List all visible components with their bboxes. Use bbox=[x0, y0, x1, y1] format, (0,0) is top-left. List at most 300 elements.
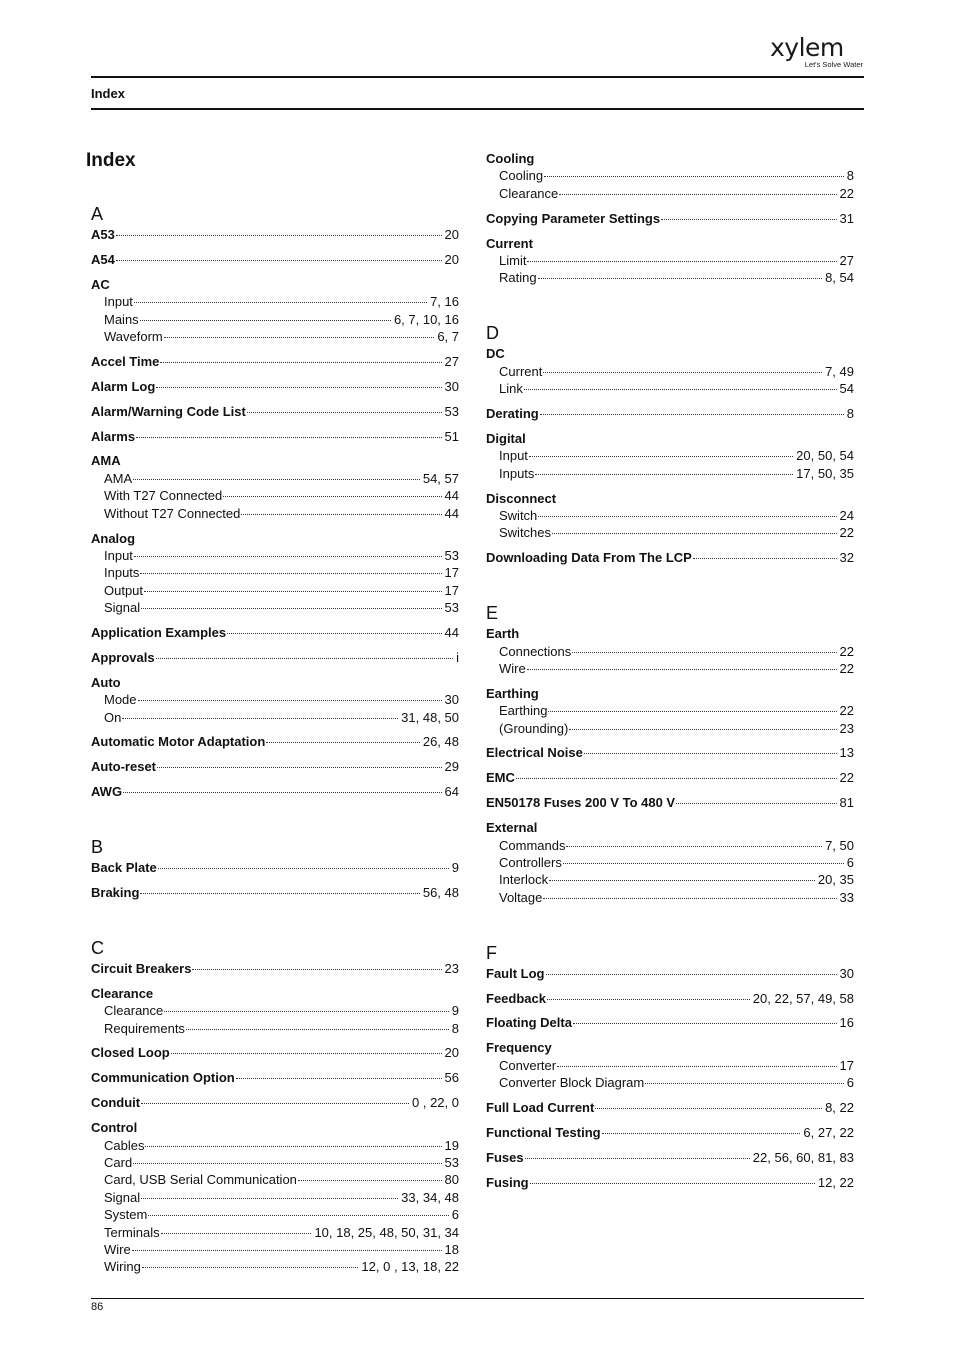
index-entry-line[interactable] bbox=[91, 1069, 459, 1086]
dot-leader bbox=[116, 260, 442, 261]
page-references: 20, 22, 57, 49, 58 bbox=[752, 990, 854, 1006]
dot-leader bbox=[247, 412, 442, 413]
index-term: Without T27 Connected bbox=[104, 505, 241, 521]
index-entry-line[interactable] bbox=[91, 649, 459, 666]
dot-leader bbox=[645, 1083, 844, 1084]
dot-leader bbox=[547, 999, 750, 1000]
index-entry bbox=[486, 430, 854, 482]
index-subentry[interactable] bbox=[91, 582, 459, 599]
dot-leader bbox=[148, 1215, 448, 1216]
index-subentry[interactable] bbox=[486, 380, 854, 397]
page-references: 53 bbox=[444, 403, 459, 419]
dot-leader bbox=[161, 1233, 312, 1234]
index-entry bbox=[486, 625, 854, 677]
dot-leader bbox=[544, 176, 844, 177]
index-entry bbox=[486, 1149, 854, 1166]
index-subentry[interactable] bbox=[91, 311, 459, 328]
index-entry bbox=[91, 530, 459, 617]
index-term: Approvals bbox=[91, 649, 155, 665]
index-entry bbox=[486, 769, 854, 786]
index-subentry[interactable] bbox=[486, 837, 854, 854]
index-entry bbox=[91, 276, 459, 346]
index-term: Signal bbox=[104, 600, 141, 616]
page-references: 54, 57 bbox=[422, 470, 459, 486]
dot-leader bbox=[298, 1180, 442, 1181]
index-term: A53 bbox=[91, 227, 115, 242]
index-term: Accel Time bbox=[91, 353, 160, 369]
index-entry bbox=[91, 226, 459, 243]
index-entry-line[interactable] bbox=[486, 769, 854, 786]
index-entry-line[interactable] bbox=[91, 353, 459, 370]
index-term: Fault Log bbox=[486, 965, 545, 981]
dot-leader bbox=[164, 1011, 449, 1012]
index-subentry[interactable] bbox=[91, 328, 459, 345]
index-term: Card, USB Serial Communication bbox=[104, 1172, 297, 1188]
index-entry bbox=[91, 884, 459, 901]
index-term: Electrical Noise bbox=[486, 745, 583, 761]
dot-leader bbox=[141, 1103, 409, 1104]
index-term: Signal bbox=[104, 1189, 141, 1205]
section-spacer bbox=[91, 909, 459, 937]
page-references: 26, 48 bbox=[422, 734, 459, 750]
index-term: Wire bbox=[499, 660, 526, 676]
dot-leader bbox=[132, 1250, 442, 1251]
dot-leader bbox=[141, 608, 441, 609]
dot-leader bbox=[136, 437, 441, 438]
dot-leader bbox=[516, 778, 837, 779]
header-top-rule bbox=[91, 76, 864, 78]
dot-leader bbox=[566, 846, 822, 847]
index-subentry[interactable] bbox=[486, 854, 854, 871]
index-subentry[interactable] bbox=[91, 1002, 459, 1019]
dot-leader bbox=[693, 558, 837, 559]
index-term: Inputs bbox=[104, 565, 140, 581]
page-references: 33 bbox=[839, 889, 854, 905]
dot-leader bbox=[557, 1066, 836, 1067]
dot-leader bbox=[140, 573, 441, 574]
section-spacer bbox=[486, 294, 854, 322]
index-subentry[interactable] bbox=[486, 720, 854, 737]
page-references: 17 bbox=[839, 1057, 854, 1073]
index-entry-line[interactable] bbox=[91, 1094, 459, 1111]
dot-leader bbox=[595, 1108, 822, 1109]
page-references: 81 bbox=[839, 795, 854, 811]
dot-leader bbox=[661, 219, 836, 220]
index-term: Alarm/Warning Code List bbox=[91, 403, 246, 419]
index-term: Conduit bbox=[91, 1095, 141, 1111]
index-entry bbox=[91, 1119, 459, 1276]
index-term: Mains bbox=[104, 311, 139, 327]
index-entry bbox=[91, 251, 459, 268]
section-letter-a: A bbox=[91, 204, 104, 224]
index-subentry[interactable] bbox=[91, 1020, 459, 1037]
dot-leader bbox=[538, 516, 836, 517]
index-term: With T27 Connected bbox=[104, 488, 223, 504]
index-subentry[interactable] bbox=[91, 1154, 459, 1171]
index-term: Link bbox=[499, 381, 523, 397]
index-entry bbox=[486, 685, 854, 737]
index-subentry[interactable] bbox=[91, 1224, 459, 1241]
index-term: Input bbox=[499, 448, 528, 464]
index-term: Back Plate bbox=[91, 860, 157, 876]
dot-leader bbox=[548, 711, 836, 712]
index-subentry[interactable] bbox=[486, 702, 854, 719]
index-entry bbox=[91, 403, 459, 420]
index-entry bbox=[91, 649, 459, 666]
index-subentry[interactable] bbox=[486, 889, 854, 906]
index-term: Feedback bbox=[486, 990, 546, 1006]
index-heading: Control bbox=[91, 1120, 138, 1136]
page-references: 27 bbox=[839, 252, 854, 268]
index-term: Mode bbox=[104, 692, 137, 708]
index-entry-line[interactable] bbox=[486, 1014, 854, 1031]
section-spacer bbox=[486, 574, 854, 602]
dot-leader bbox=[140, 893, 419, 894]
section-letter-e: E bbox=[486, 603, 499, 624]
index-subentry[interactable] bbox=[486, 1074, 854, 1091]
index-heading: AMA bbox=[91, 453, 121, 469]
index-subentry[interactable] bbox=[91, 293, 459, 310]
dot-leader bbox=[549, 880, 815, 881]
index-heading: Frequency bbox=[486, 1040, 552, 1056]
index-subentry[interactable] bbox=[486, 507, 854, 524]
page-references: 20 bbox=[444, 227, 459, 242]
dot-leader bbox=[535, 474, 793, 475]
index-entry bbox=[91, 1069, 459, 1086]
index-entry-line[interactable] bbox=[91, 403, 459, 420]
dot-leader bbox=[572, 652, 836, 653]
page-references: 6 bbox=[846, 854, 854, 870]
index-subentry[interactable] bbox=[91, 547, 459, 564]
section-letter-d: D bbox=[486, 323, 499, 344]
index-term: Input bbox=[104, 294, 133, 310]
right-index-column bbox=[486, 150, 854, 1199]
page-references: 19 bbox=[444, 1137, 459, 1153]
dot-leader bbox=[563, 863, 844, 864]
index-heading: Disconnect bbox=[486, 490, 557, 506]
index-term: Commands bbox=[499, 837, 566, 853]
dot-leader bbox=[133, 479, 420, 480]
dot-leader bbox=[141, 1198, 398, 1199]
index-subentry[interactable] bbox=[486, 1057, 854, 1074]
index-entry-line[interactable] bbox=[91, 251, 459, 268]
index-term: Rating bbox=[499, 270, 537, 286]
index-term: Full Load Current bbox=[486, 1099, 595, 1115]
index-subentry[interactable] bbox=[91, 599, 459, 616]
index-term: Current bbox=[499, 363, 543, 379]
index-heading: DC bbox=[486, 346, 505, 362]
index-entry bbox=[486, 490, 854, 542]
page-references: 53 bbox=[444, 600, 459, 616]
index-subentry[interactable] bbox=[91, 1171, 459, 1188]
page-references: 32 bbox=[839, 550, 854, 566]
index-term: Braking bbox=[91, 885, 140, 900]
index-term: AWG bbox=[91, 784, 123, 800]
dot-leader bbox=[134, 302, 427, 303]
index-entry-line[interactable] bbox=[91, 428, 459, 445]
page-references: 30 bbox=[444, 378, 459, 394]
index-entry bbox=[91, 859, 459, 876]
section-spacer bbox=[486, 914, 854, 942]
page-references: 24 bbox=[839, 507, 854, 523]
dot-leader bbox=[584, 753, 837, 754]
page-references: 23 bbox=[444, 960, 459, 976]
index-heading: Cooling bbox=[486, 151, 535, 166]
index-entry-line[interactable] bbox=[486, 210, 854, 227]
dot-leader bbox=[266, 742, 420, 743]
index-term: System bbox=[104, 1207, 148, 1223]
index-entry-line[interactable] bbox=[91, 783, 459, 800]
index-heading: Earthing bbox=[486, 685, 539, 701]
logo-tagline: Let's Solve Water bbox=[804, 60, 863, 69]
index-subentry[interactable] bbox=[486, 643, 854, 660]
page-references: 6, 27, 22 bbox=[803, 1124, 854, 1140]
index-entry bbox=[91, 452, 459, 522]
page-references: 17, 50, 35 bbox=[796, 465, 854, 481]
index-subentry[interactable] bbox=[91, 691, 459, 708]
page-references: 20, 35 bbox=[817, 872, 854, 888]
index-entry bbox=[91, 960, 459, 977]
dot-leader bbox=[116, 235, 442, 236]
dot-leader bbox=[559, 194, 836, 195]
dot-leader bbox=[144, 591, 442, 592]
index-entry-line[interactable] bbox=[486, 1174, 854, 1191]
index-subentry[interactable] bbox=[486, 269, 854, 286]
page-references: 8 bbox=[846, 168, 854, 184]
index-entry-line[interactable] bbox=[486, 794, 854, 811]
index-subentry[interactable] bbox=[486, 465, 854, 482]
index-term: Circuit Breakers bbox=[91, 960, 192, 976]
dot-leader bbox=[156, 658, 454, 659]
page-references: 6 bbox=[451, 1207, 459, 1223]
index-entry bbox=[486, 1174, 854, 1191]
page-references: 44 bbox=[444, 488, 459, 504]
dot-leader bbox=[602, 1133, 801, 1134]
index-entry bbox=[91, 624, 459, 641]
running-header: Index bbox=[91, 86, 125, 101]
index-term: Automatic Motor Adaptation bbox=[91, 734, 266, 750]
index-subentry[interactable] bbox=[91, 1189, 459, 1206]
page-references: 17 bbox=[444, 565, 459, 581]
index-subentry[interactable] bbox=[91, 1258, 459, 1275]
index-entry bbox=[486, 150, 854, 202]
index-subentry[interactable] bbox=[91, 470, 459, 487]
page-references: 9 bbox=[451, 860, 459, 876]
index-term: Derating bbox=[486, 405, 539, 421]
index-term: Limit bbox=[499, 252, 527, 268]
index-subentry[interactable] bbox=[91, 709, 459, 726]
page-references: i bbox=[456, 649, 459, 665]
page-references: 22 bbox=[839, 770, 854, 786]
index-term: Alarm Log bbox=[91, 378, 156, 394]
index-entry bbox=[91, 353, 459, 370]
index-entry-line[interactable] bbox=[91, 758, 459, 775]
index-entry-line[interactable] bbox=[91, 859, 459, 876]
page-references: 31, 48, 50 bbox=[401, 709, 459, 725]
index-term: Clearance bbox=[104, 1003, 164, 1019]
page-references: 16 bbox=[839, 1015, 854, 1031]
section-letter-f: F bbox=[486, 942, 497, 963]
index-term: Input bbox=[104, 547, 133, 563]
index-subentry[interactable] bbox=[486, 660, 854, 677]
index-term: Requirements bbox=[104, 1020, 185, 1036]
dot-leader bbox=[676, 803, 836, 804]
dot-leader bbox=[236, 1078, 442, 1079]
page-references: 20 bbox=[444, 1045, 459, 1061]
page-references: 23 bbox=[839, 720, 854, 736]
index-entry-line[interactable] bbox=[486, 405, 854, 422]
index-entry-line[interactable] bbox=[91, 884, 459, 901]
index-subentry[interactable] bbox=[91, 505, 459, 522]
index-term: Inputs bbox=[499, 465, 535, 481]
page-references: 20 bbox=[444, 251, 459, 267]
index-heading: Analog bbox=[91, 530, 136, 546]
dot-leader bbox=[573, 1023, 837, 1024]
index-term: Fuses bbox=[486, 1149, 524, 1165]
index-term: (Grounding) bbox=[499, 720, 569, 736]
index-entry-line[interactable] bbox=[486, 990, 854, 1007]
dot-leader bbox=[527, 261, 836, 262]
index-entry bbox=[91, 428, 459, 445]
dot-leader bbox=[241, 514, 441, 515]
index-subentry[interactable] bbox=[91, 1206, 459, 1223]
index-term: Connections bbox=[499, 643, 572, 659]
index-subentry[interactable] bbox=[91, 1137, 459, 1154]
page-references: 33, 34, 48 bbox=[401, 1189, 459, 1205]
index-entry-line[interactable] bbox=[91, 226, 459, 243]
dot-leader bbox=[123, 792, 441, 793]
page-references: 22 bbox=[839, 703, 854, 719]
index-term: Wire bbox=[104, 1241, 131, 1257]
index-entry bbox=[486, 794, 854, 811]
index-entry bbox=[91, 378, 459, 395]
page-references: 29 bbox=[444, 759, 459, 775]
left-index-column bbox=[91, 203, 459, 1283]
dot-leader bbox=[157, 767, 442, 768]
dot-leader bbox=[227, 633, 441, 634]
index-entry bbox=[91, 783, 459, 800]
dot-leader bbox=[156, 387, 441, 388]
index-subentry[interactable] bbox=[486, 524, 854, 541]
index-term: Card bbox=[104, 1154, 133, 1170]
page-references: 53 bbox=[444, 1154, 459, 1170]
index-entry bbox=[486, 1124, 854, 1141]
page-references: 44 bbox=[444, 505, 459, 521]
index-entry bbox=[91, 758, 459, 775]
page-references: 8 bbox=[451, 1020, 459, 1036]
section-letter-b: B bbox=[91, 837, 104, 858]
index-entry-line[interactable] bbox=[486, 1124, 854, 1141]
index-subentry[interactable] bbox=[486, 252, 854, 269]
index-entry-line[interactable] bbox=[91, 624, 459, 641]
index-term: Closed Loop bbox=[91, 1045, 170, 1061]
index-subentry[interactable] bbox=[91, 487, 459, 504]
page-references: 8, 54 bbox=[825, 270, 854, 286]
page-references: 20, 50, 54 bbox=[796, 448, 854, 464]
index-term: Switches bbox=[499, 525, 552, 541]
dot-leader bbox=[223, 496, 441, 497]
index-term: Downloading Data From The LCP bbox=[486, 550, 692, 566]
index-term: Cooling bbox=[499, 168, 544, 184]
index-entry-line[interactable] bbox=[91, 733, 459, 750]
page-references: 56, 48 bbox=[422, 885, 459, 900]
index-entry bbox=[486, 235, 854, 287]
index-entry bbox=[486, 1014, 854, 1031]
index-subentry[interactable] bbox=[91, 1241, 459, 1258]
index-entry-line[interactable] bbox=[486, 965, 854, 982]
page-references: 22 bbox=[839, 660, 854, 676]
index-entry-line[interactable] bbox=[486, 744, 854, 761]
dot-leader bbox=[140, 320, 391, 321]
index-term: Alarms bbox=[91, 428, 136, 444]
dot-leader bbox=[540, 414, 844, 415]
index-term: Communication Option bbox=[91, 1070, 235, 1086]
page-references: 6 bbox=[846, 1075, 854, 1091]
index-heading: Earth bbox=[486, 626, 520, 642]
page-references: 22 bbox=[839, 185, 854, 201]
index-term: Switch bbox=[499, 507, 538, 523]
index-term: A54 bbox=[91, 251, 115, 267]
dot-leader bbox=[543, 372, 822, 373]
dot-leader bbox=[138, 700, 442, 701]
dot-leader bbox=[145, 1146, 441, 1147]
index-heading: AC bbox=[91, 276, 110, 292]
page-references: 12, 22 bbox=[817, 1174, 854, 1190]
index-heading: External bbox=[486, 820, 538, 836]
index-subentry[interactable] bbox=[486, 185, 854, 202]
dot-leader bbox=[133, 1163, 441, 1164]
index-term: Converter Block Diagram bbox=[499, 1075, 645, 1091]
page-references: 6, 7 bbox=[437, 328, 459, 344]
index-entry bbox=[486, 990, 854, 1007]
page-references: 53 bbox=[444, 547, 459, 563]
index-entry-line[interactable] bbox=[91, 1044, 459, 1061]
dot-leader bbox=[529, 456, 793, 457]
dot-leader bbox=[192, 969, 441, 970]
page-references: 22, 56, 60, 81, 83 bbox=[752, 1149, 854, 1165]
index-entry bbox=[486, 744, 854, 761]
index-entry-line[interactable] bbox=[486, 549, 854, 566]
index-entry bbox=[91, 1094, 459, 1111]
index-entry-line[interactable] bbox=[486, 1099, 854, 1116]
index-entry-line[interactable] bbox=[486, 1149, 854, 1166]
dot-leader bbox=[552, 533, 837, 534]
index-subentry[interactable] bbox=[91, 564, 459, 581]
index-term: Output bbox=[104, 582, 144, 598]
index-subentry[interactable] bbox=[486, 871, 854, 888]
index-entry bbox=[486, 965, 854, 982]
page-references: 9 bbox=[451, 1003, 459, 1019]
dot-leader bbox=[142, 1267, 359, 1268]
index-term: Controllers bbox=[499, 854, 562, 870]
index-term: Interlock bbox=[499, 872, 549, 888]
index-heading: Clearance bbox=[91, 985, 154, 1001]
index-entry bbox=[486, 1099, 854, 1116]
dot-leader bbox=[158, 868, 449, 869]
index-term: EMC bbox=[486, 770, 515, 786]
index-subentry[interactable] bbox=[486, 447, 854, 464]
index-entry-line[interactable] bbox=[91, 960, 459, 977]
page-references: 51 bbox=[444, 428, 459, 444]
index-subentry[interactable] bbox=[486, 363, 854, 380]
index-subentry[interactable] bbox=[486, 167, 854, 184]
page-references: 8 bbox=[846, 405, 854, 421]
dot-leader bbox=[543, 898, 836, 899]
index-term: Converter bbox=[499, 1057, 557, 1073]
footer-rule bbox=[91, 1298, 864, 1299]
index-entry-line[interactable] bbox=[91, 378, 459, 395]
dot-leader bbox=[134, 556, 442, 557]
